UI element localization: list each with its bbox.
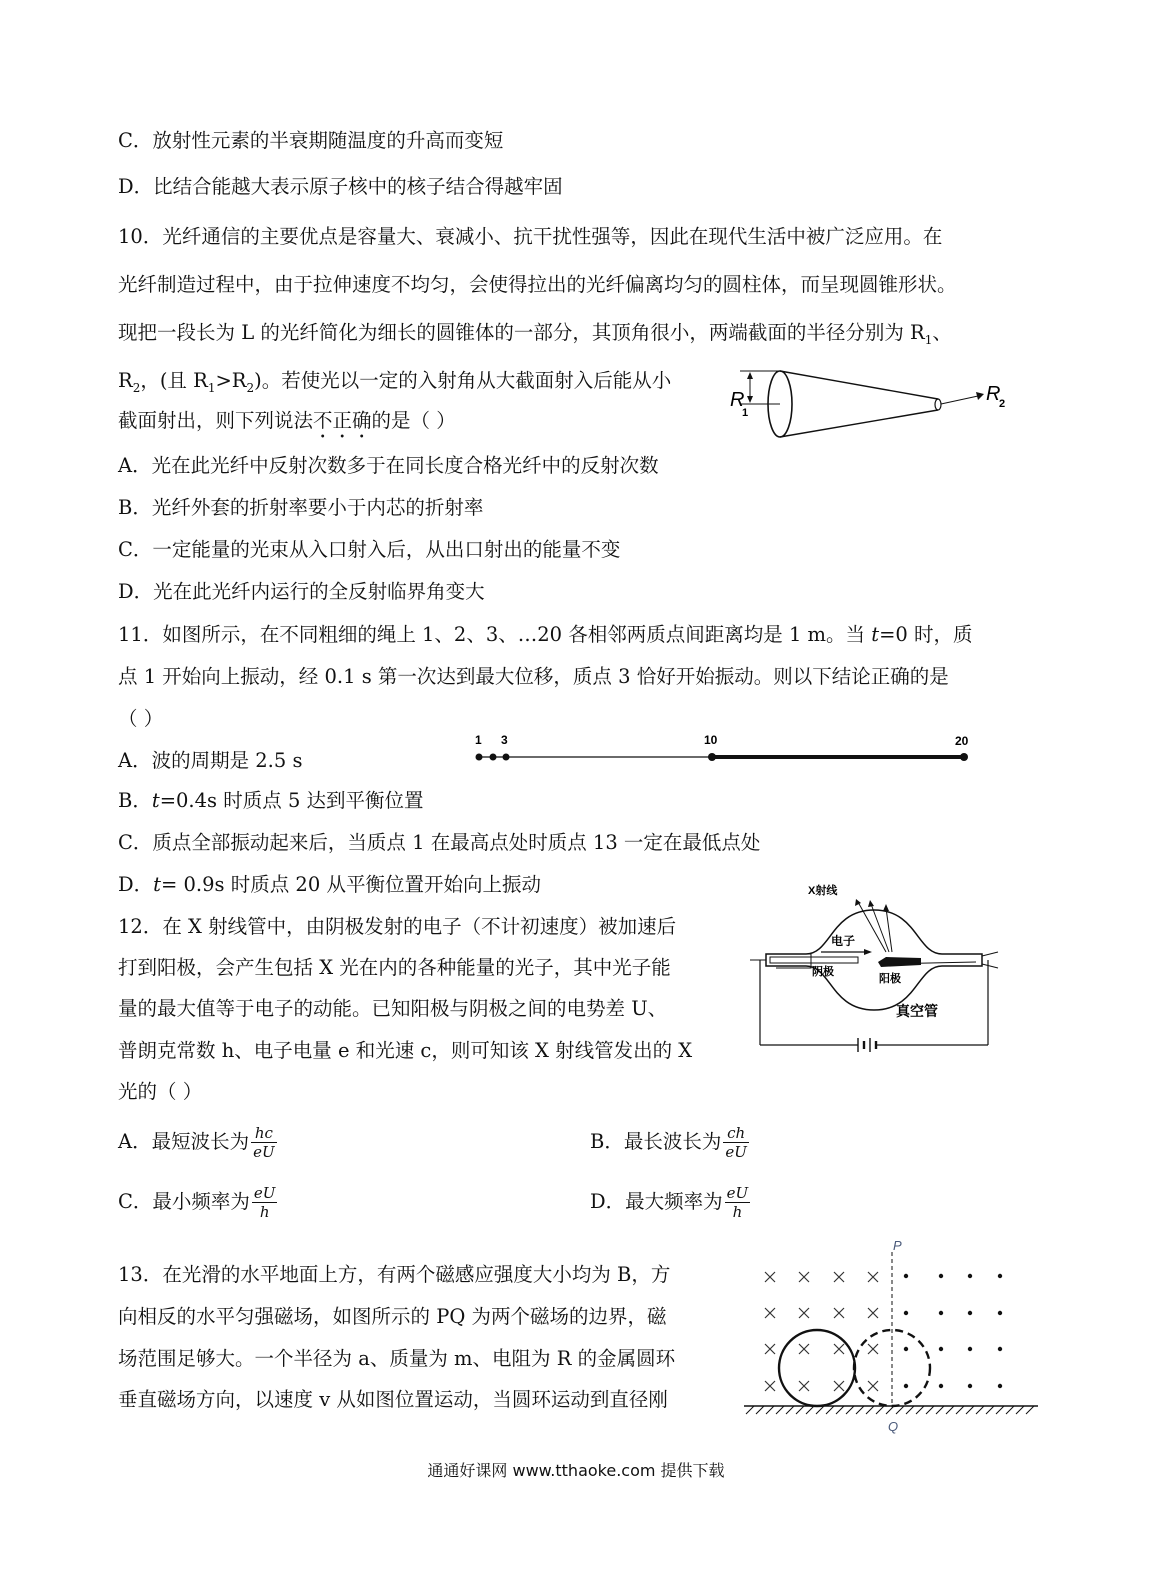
- option-b-q10: B．光纤外套的折射率要小于内芯的折射率: [118, 496, 484, 519]
- rope-figure: [468, 730, 978, 770]
- option-d-q11: D．t= 0.9s 时质点 20 从平衡位置开始向上振动: [118, 873, 541, 896]
- question-12-line-3: 量的最大值等于电子的动能。已知阳极与阴极之间的电势差 U、: [118, 997, 668, 1020]
- label-point-10: 10: [704, 733, 718, 747]
- option-c-q10: C．一定能量的光束从入口射入后，从出口射出的能量不变: [118, 538, 621, 561]
- option-b-q12: B．最长波长为 $\frac{ch}{eU}$: [590, 1124, 747, 1161]
- footer-source: 通通好课网 www.tthaoke.com 提供下载: [427, 1461, 725, 1480]
- question-10-line-4: $R_2$，(且 $R_1>R_2$)。若使光以一定的入射角从大截面射入后能从小: [118, 369, 672, 395]
- question-12-line-1: 12．在 X 射线管中，由阴极发射的电子（不计初速度）被加速后: [118, 915, 677, 938]
- option-b-q11: B．t=0.4s 时质点 5 达到平衡位置: [118, 789, 424, 812]
- option-c-q12: C．最小频率为 $\frac{eU}{h}$: [118, 1184, 276, 1221]
- question-13-line-3: 场范围足够大。一个半径为 a、质量为 m、电阻为 R 的金属圆环: [118, 1347, 676, 1370]
- label-q: Q: [888, 1419, 899, 1434]
- label-r1-sub: 1: [742, 407, 749, 419]
- label-point-3: 3: [501, 733, 508, 747]
- fraction-hc-eu: $\frac{hc}{eU}$: [253, 1124, 275, 1161]
- fiber-cone-figure: [728, 366, 1038, 446]
- magnetic-field-figure: [742, 1238, 1040, 1434]
- question-11-line-1: 11．如图所示，在不同粗细的绳上 1、2、3、…20 各相邻两质点间距离均是 1 m。当 t=0 时，质: [118, 623, 973, 646]
- option-a-q10: A．光在此光纤中反射次数多于在同长度合格光纤中的反射次数: [118, 454, 659, 477]
- question-13-line-1: 13．在光滑的水平地面上方，有两个磁感应强度大小均为 B，方: [118, 1263, 671, 1286]
- label-r2-sub: 2: [999, 398, 1006, 410]
- label-p: P: [893, 1238, 902, 1253]
- label-point-20: 20: [955, 734, 969, 748]
- emphasis-dots: 不正确: [313, 409, 372, 432]
- label-point-1: 1: [475, 733, 482, 747]
- label-r2: R: [986, 383, 1001, 405]
- question-12-line-2: 打到阳极，会产生包括 X 光在内的各种能量的光子，其中光子能: [118, 956, 671, 979]
- option-a-q12: A．最短波长为 $\frac{hc}{eU}$: [118, 1124, 275, 1161]
- question-12-line-4: 普朗克常数 h、电子电量 e 和光速 c，则可知该 X 射线管发出的 X: [118, 1039, 693, 1062]
- option-d-q10: D．光在此光纤内运行的全反射临界角变大: [118, 580, 485, 603]
- option-c-q9: C．放射性元素的半衰期随温度的升高而变短: [118, 129, 504, 152]
- label-r1: R: [730, 389, 745, 411]
- option-d-q9: D．比结合能越大表示原子核中的核子结合得越牢固: [118, 175, 563, 198]
- question-11-line-3: （ ）: [118, 707, 164, 730]
- fraction-ch-eu: $\frac{ch}{eU}$: [725, 1124, 747, 1161]
- option-d-q12: D．最大频率为 $\frac{eU}{h}$: [590, 1184, 749, 1221]
- question-10-line-2: 光纤制造过程中，由于拉伸速度不均匀，会使得拉出的光纤偏离均匀的圆柱体，而呈现圆锥形状。: [118, 273, 957, 296]
- question-12-line-5: 光的（ ）: [118, 1080, 203, 1103]
- question-11-line-2: 点 1 开始向上振动，经 0.1 s 第一次达到最大位移，质点 3 恰好开始振动。则以下结论正确的是: [118, 665, 949, 688]
- question-10-line-1: 10．光纤通信的主要优点是容量大、衰减小、抗干扰性强等，因此在现代生活中被广泛应用。在: [118, 225, 943, 248]
- question-13-line-4: 垂直磁场方向，以速度 v 从如图位置运动，当圆环运动到直径刚: [118, 1388, 668, 1411]
- option-c-q11: C．质点全部振动起来后，当质点 1 在最高点处时质点 13 一定在最低点处: [118, 831, 761, 854]
- question-13-line-2: 向相反的水平匀强磁场，如图所示的 PQ 为两个磁场的边界，磁: [118, 1305, 667, 1328]
- question-10-line-3: 现把一段长为 L 的光纤简化为细长的圆锥体的一部分，其顶角很小，两端截面的半径分别为 $R_1$、: [118, 321, 952, 347]
- fraction-eu-h-min: $\frac{eU}{h}$: [253, 1184, 276, 1221]
- option-a-q11: A．波的周期是 2.5 s: [118, 749, 303, 772]
- label-cathode: 阴极: [812, 966, 834, 978]
- fraction-eu-h-max: $\frac{eU}{h}$: [726, 1184, 749, 1221]
- label-xray: X射线: [808, 885, 838, 897]
- label-vacuum-tube: 真空管: [896, 1003, 938, 1019]
- question-10-line-5: 截面射出，则下列说法不正确的是（ ）: [118, 409, 456, 432]
- label-anode: 阳极: [879, 973, 901, 985]
- label-electron: 电子: [831, 934, 856, 948]
- xray-tube-figure: [736, 882, 1004, 1060]
